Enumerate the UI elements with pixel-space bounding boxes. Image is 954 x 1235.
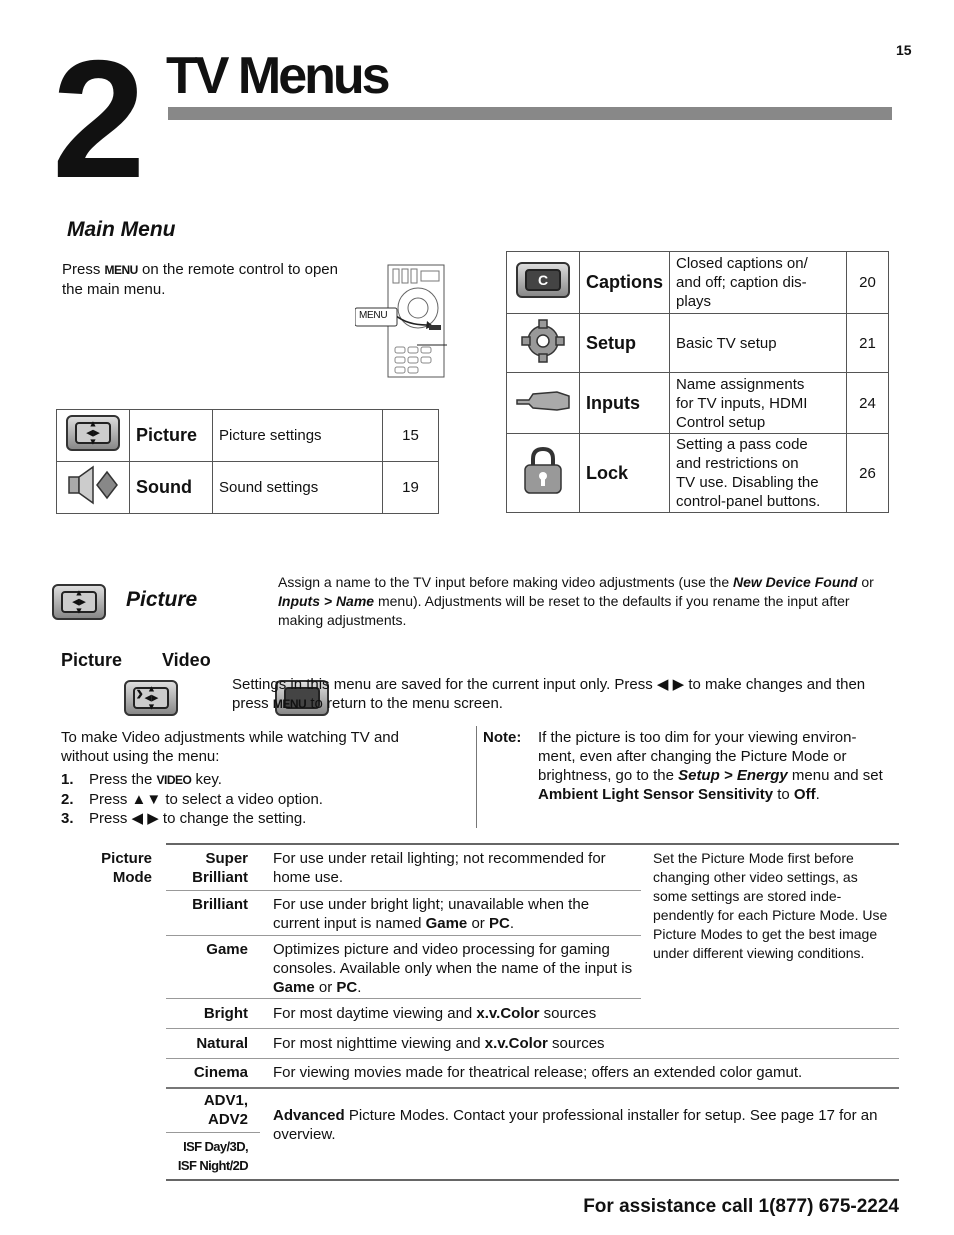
mode-isf: ISF Day/3D, ISF Night/2D [177, 1139, 248, 1173]
list-item: 1. Press the VIDEO key. [61, 771, 222, 788]
title-rule [168, 107, 892, 120]
chapter-number: 2 [52, 25, 140, 213]
settings-note: Settings in this menu are saved for the current input only. Press ◀ ▶ to make changes and then press MENU to return to the menu screen. [232, 676, 866, 712]
shortcut-intro: To make Video adjustments while watching TV and without using the menu: [61, 729, 399, 765]
list-item: 3. Press ◀ ▶ to change the setting. [61, 810, 307, 827]
menu-item-desc: Setting a pass code and restrictions on TV use. Disabling the control-panel buttons. [670, 434, 847, 513]
row-divider [166, 1132, 260, 1133]
remote-menu-label: MENU [359, 310, 388, 321]
menu-item-page: 15 [383, 410, 439, 462]
row-divider [166, 935, 641, 936]
menu-item-desc: Picture settings [213, 410, 383, 462]
mode-adv-desc: Advanced Picture Modes. Contact your professional installer for setup. See page 17 for an overview. [273, 1107, 878, 1143]
breadcrumb-picture: Picture [61, 650, 123, 670]
mode-bright-desc: For most daytime viewing and x.v.Color sources [273, 1005, 597, 1022]
assign-name-note: Assign a name to the TV input before making video adjustments (use the New Device Found or Inputs > Name menu). Adjustments will be reset to the defaults if you rename the input after making adjustments. [278, 574, 874, 628]
row-divider [166, 890, 641, 891]
note-text: If the picture is too dim for your viewing environ-ment, even after changing the Picture Mode or brightness, go to the Setup > Energy menu and set Ambient Light Sensor Sensitivity to Off. [538, 729, 883, 803]
inputs-plug-icon [513, 403, 573, 420]
menu-row-lock[interactable] [507, 434, 889, 513]
mode-brilliant-desc: For use under bright light; unavailable when the current input is named Game or PC. [273, 896, 590, 932]
menu-item-name: Captions [580, 252, 670, 314]
table-top-rule [166, 843, 899, 845]
remote-control-illustration [355, 263, 450, 378]
menu-row-captions[interactable] [507, 252, 889, 314]
mode-brilliant: Brilliant [192, 896, 248, 913]
mode-adv: ADV1, ADV2 [203, 1092, 248, 1128]
sound-icon [65, 493, 121, 510]
mode-game-desc: Optimizes picture and video processing for gaming consoles. Available only when the name of the input is Game or PC. [273, 941, 633, 996]
mode-cinema-desc: For viewing movies made for theatrical release; offers an extended color gamut. [273, 1064, 803, 1081]
menu-item-page: 21 [847, 314, 889, 373]
menu-item-name: Inputs [580, 373, 670, 434]
mode-super-brilliant-desc: For use under retail lighting; not recommended for home use. [273, 850, 606, 886]
mode-game: Game [206, 941, 248, 958]
captions-icon: C [516, 262, 570, 298]
main-menu-heading: Main Menu [67, 218, 176, 241]
row-divider [166, 1087, 899, 1089]
menu-row-picture[interactable] [57, 410, 439, 462]
lock-icon [519, 484, 567, 501]
menu-row-setup[interactable] [507, 314, 889, 373]
menu-item-page: 24 [847, 373, 889, 434]
table-bottom-rule [166, 1179, 899, 1181]
menu-item-page: 20 [847, 252, 889, 314]
picture-mode-label: Picture Mode [101, 850, 152, 886]
menu-item-desc: Closed captions on/ and off; caption dis- plays [670, 252, 847, 314]
menu-item-desc: Sound settings [213, 462, 383, 514]
mode-bright: Bright [203, 1005, 248, 1022]
list-item: 2. Press ▲▼ to select a video option. [61, 791, 323, 808]
picture-section-icon: ▲ ◀▶ ▼ [52, 584, 106, 620]
menu-row-sound[interactable] [57, 462, 439, 514]
picture-mode-side-note: Set the Picture Mode first before changing other video settings, as some settings are stored inde-pendently for each Picture Mode. Use Picture Modes to get the best image under different viewing conditions. [653, 850, 888, 961]
main-menu-intro: Press MENU on the remote control to open the main menu. [62, 261, 338, 298]
picture-icon: ▲ ◀▶ ▼ [66, 415, 120, 451]
steps-list [61, 770, 461, 828]
menu-item-desc: Basic TV setup [670, 314, 847, 373]
note-label: Note: [483, 729, 522, 746]
picture-heading: Picture [126, 588, 198, 611]
menu-item-name: Picture [130, 410, 213, 462]
row-divider [166, 1058, 899, 1059]
menu-item-page: 19 [383, 462, 439, 514]
chapter-title: TV Menus [166, 47, 388, 105]
breadcrumb-separator: › [136, 680, 144, 705]
mode-natural: Natural [196, 1035, 248, 1052]
breadcrumb-video: Video [162, 650, 211, 670]
setup-gear-icon [519, 352, 567, 369]
main-menu-table-left [56, 409, 439, 514]
page-number: 15 [896, 42, 912, 58]
mode-natural-desc: For most nighttime viewing and x.v.Color sources [273, 1035, 605, 1052]
mode-super-brilliant: Super Brilliant [192, 850, 248, 886]
menu-item-desc: Name assignments for TV inputs, HDMI Control setup [670, 373, 847, 434]
row-divider [166, 1028, 899, 1029]
main-menu-table-right [506, 251, 889, 513]
note-divider [476, 726, 477, 828]
menu-row-inputs[interactable] [507, 373, 889, 434]
picture-breadcrumb-icon: ▲ ◀▶ ▼ [124, 680, 178, 716]
menu-item-name: Setup [580, 314, 670, 373]
menu-item-name: Lock [580, 434, 670, 513]
menu-item-name: Sound [130, 462, 213, 514]
menu-item-page: 26 [847, 434, 889, 513]
assistance-footer: For assistance call 1(877) 675-2224 [583, 1196, 899, 1217]
row-divider [166, 998, 641, 999]
mode-cinema: Cinema [193, 1064, 248, 1081]
